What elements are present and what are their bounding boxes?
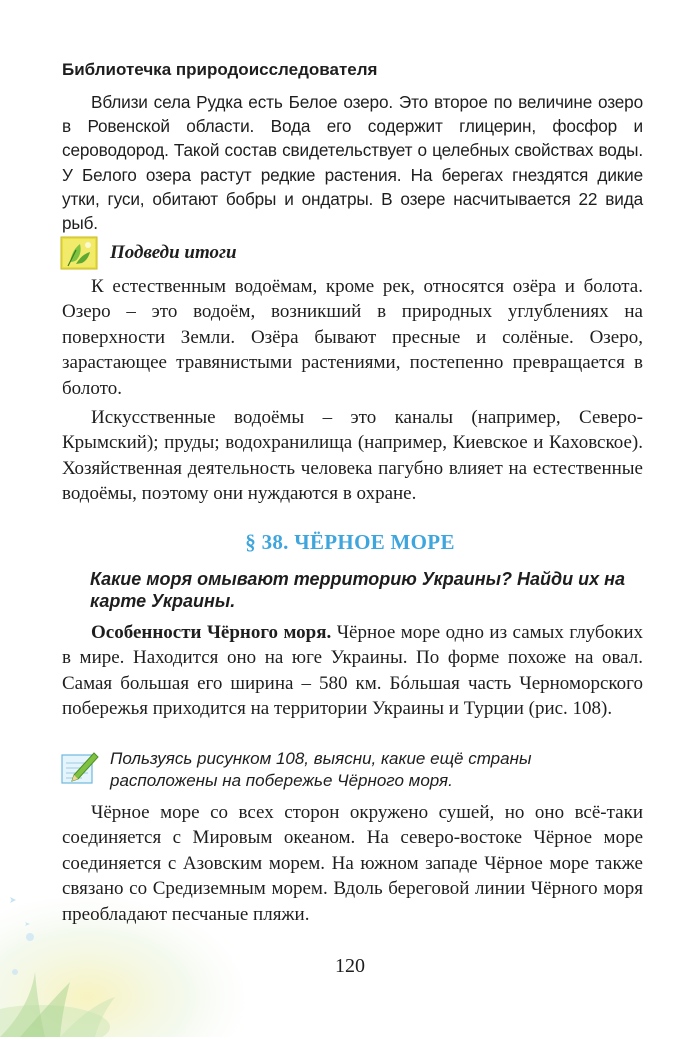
summary-book-icon	[60, 236, 98, 270]
summary-title: Подведи итоги	[110, 242, 237, 263]
library-title: Библиотечка природоисследователя	[62, 60, 378, 79]
features-text: Чёрное море одно из самых глубоких в мире. Находится оно на юге Украины. По форме похоже на овал. Самая большая его ширина – 580 км. Бóльшая часть Черноморского побережья приходится на территории Украины и Турции (рис. 108).	[62, 622, 644, 720]
features-label: Особенности Чёрного моря.	[91, 622, 332, 643]
features-body	[62, 620, 643, 722]
task-text: Пользуясь рисунком 108, выясни, какие ещё страны расположены на побережье Чёрного моря.	[110, 749, 532, 790]
page-number: 120	[335, 955, 365, 977]
section-heading: § 38. ЧЁРНОЕ МОРЕ	[245, 530, 455, 554]
library-text: Вблизи села Рудка есть Белое озеро. Это второе по величине озеро в Ровенской области. Вода его содержит глицерин, фосфор и сероводород. Такой состав свидетельствует о целебных свойствах воды. У Белого озера растут редкие растения. На берегах гнездятся дикие утки, гуси, обитают бобры и ондатры. В озере насчитывается 22 вида рыб.	[62, 92, 643, 234]
black-sea-paragraph: Чёрное море со всех сторон окружено сушей, но оно всё-таки соединяется с Мировым океаном. На северо-востоке Чёрное море соединяется с Азовским морем. На южном западе Чёрное море также связано со Средиземным морем. Вдоль береговой линии Чёрного моря преобладают песчаные пляжи.	[62, 802, 643, 925]
section-question: Какие моря омывают территорию Украины? Найди их на карте Украины.	[90, 569, 625, 611]
summary-body	[62, 274, 643, 507]
summary-paragraph-1: К естественным водоёмам, кроме рек, относятся озёра и болота. Озеро – это водоём, возникший в природных углублениях на поверхности Земли. Озёра бывают пресные и солёные. Озеро, зарастающее травянистыми растениями, постепенно превращается в болото.	[62, 276, 643, 399]
features-paragraph	[62, 620, 643, 722]
summary-paragraph-2: Искусственные водоёмы – это каналы (например, Северо-Крымский); пруды; водохранилища (например, Киевское и Каховское). Хозяйственная деятельность человека пагубно влияет на естественные водоёмы, поэтому они нуждаются в охране.	[62, 407, 643, 505]
pencil-notebook-icon	[60, 749, 100, 785]
black-sea-body	[62, 800, 643, 927]
